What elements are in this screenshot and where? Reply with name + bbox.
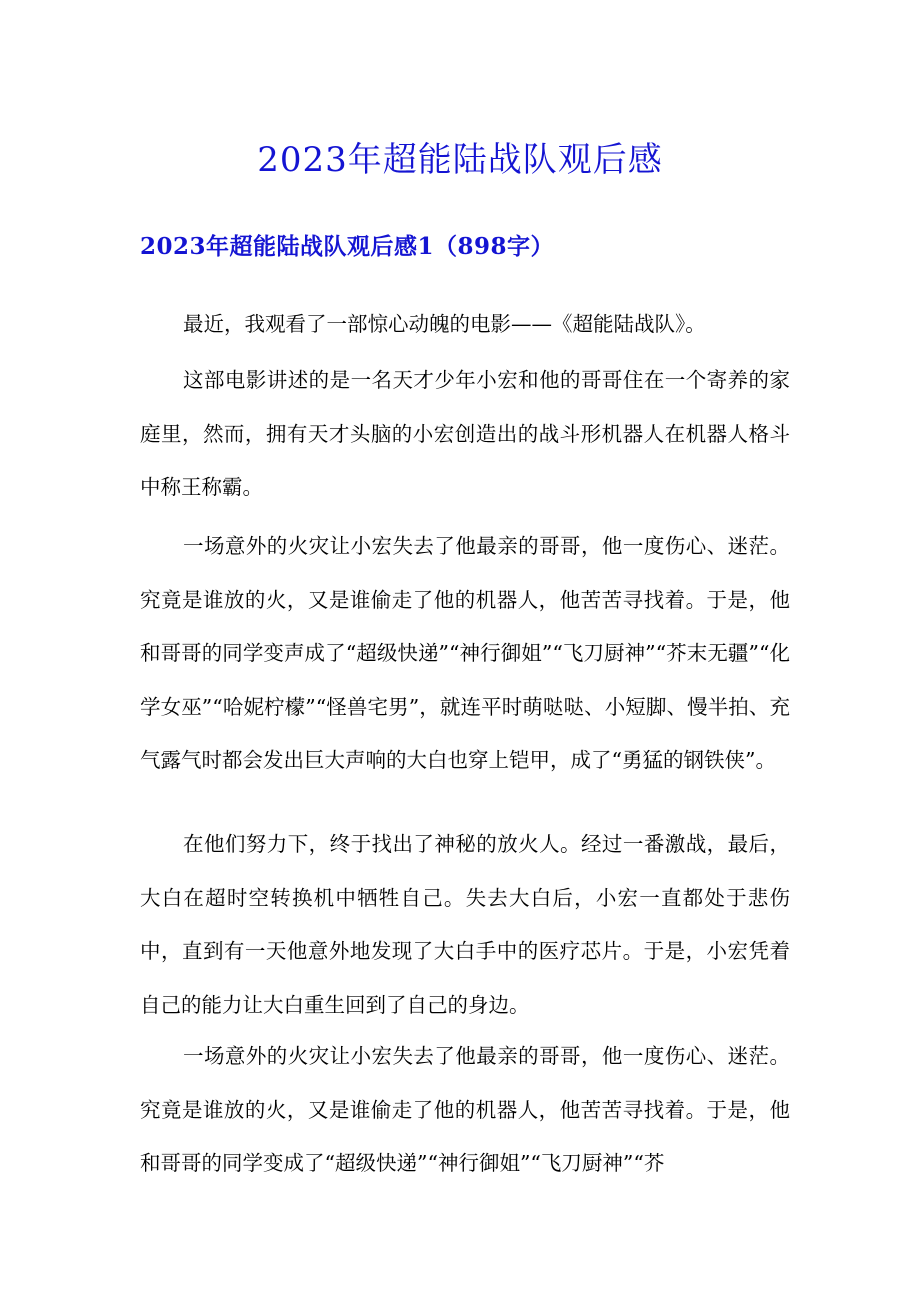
paragraph-intro: 最近，我观看了一部惊心动魄的电影——《超能陆战队》。	[183, 312, 706, 336]
paragraph-fire-incident: 一场意外的火灾让小宏失去了他最亲的哥哥，他一度伤心、迷茫。究竟是谁放的火，又是谁偷走了他的机器人，他苦苦寻找着。于是，他和哥哥的同学变声成了“超级快递”“神行御姐”“飞刀厨神”“芥末无疆”“化学女巫”“哈妮柠檬”“怪兽宅男”，就连平时萌哒哒、小短脚、慢半拍、充气露气时都会发出巨大声响的大白也穿上铠甲，成了“勇猛的钢铁侠”。	[140, 534, 790, 772]
paragraph-plot-summary: 这部电影讲述的是一名天才少年小宏和他的哥哥住在一个寄养的家庭里，然而，拥有天才头脑的小宏创造出的战斗形机器人在机器人格斗中称王称霸。	[140, 368, 790, 499]
section-heading: 2023年超能陆战队观后感1（898字）	[140, 233, 555, 260]
paragraph-fire-incident-repeat: 一场意外的火灾让小宏失去了他最亲的哥哥，他一度伤心、迷茫。究竟是谁放的火，又是谁偷走了他的机器人，他苦苦寻找着。于是，他和哥哥的同学变成了“超级快递”“神行御姐”“飞刀厨神”“芥	[140, 1044, 790, 1175]
paragraph-resolution: 在他们努力下，终于找出了神秘的放火人。经过一番激战，最后，大白在超时空转换机中牺牲自己。失去大白后，小宏一直都处于悲伤中，直到有一天他意外地发现了大白手中的医疗芯片。于是，小宏凭着自己的能力让大白重生回到了自己的身边。	[140, 832, 790, 1017]
document-title: 2023年超能陆战队观后感	[257, 140, 663, 180]
